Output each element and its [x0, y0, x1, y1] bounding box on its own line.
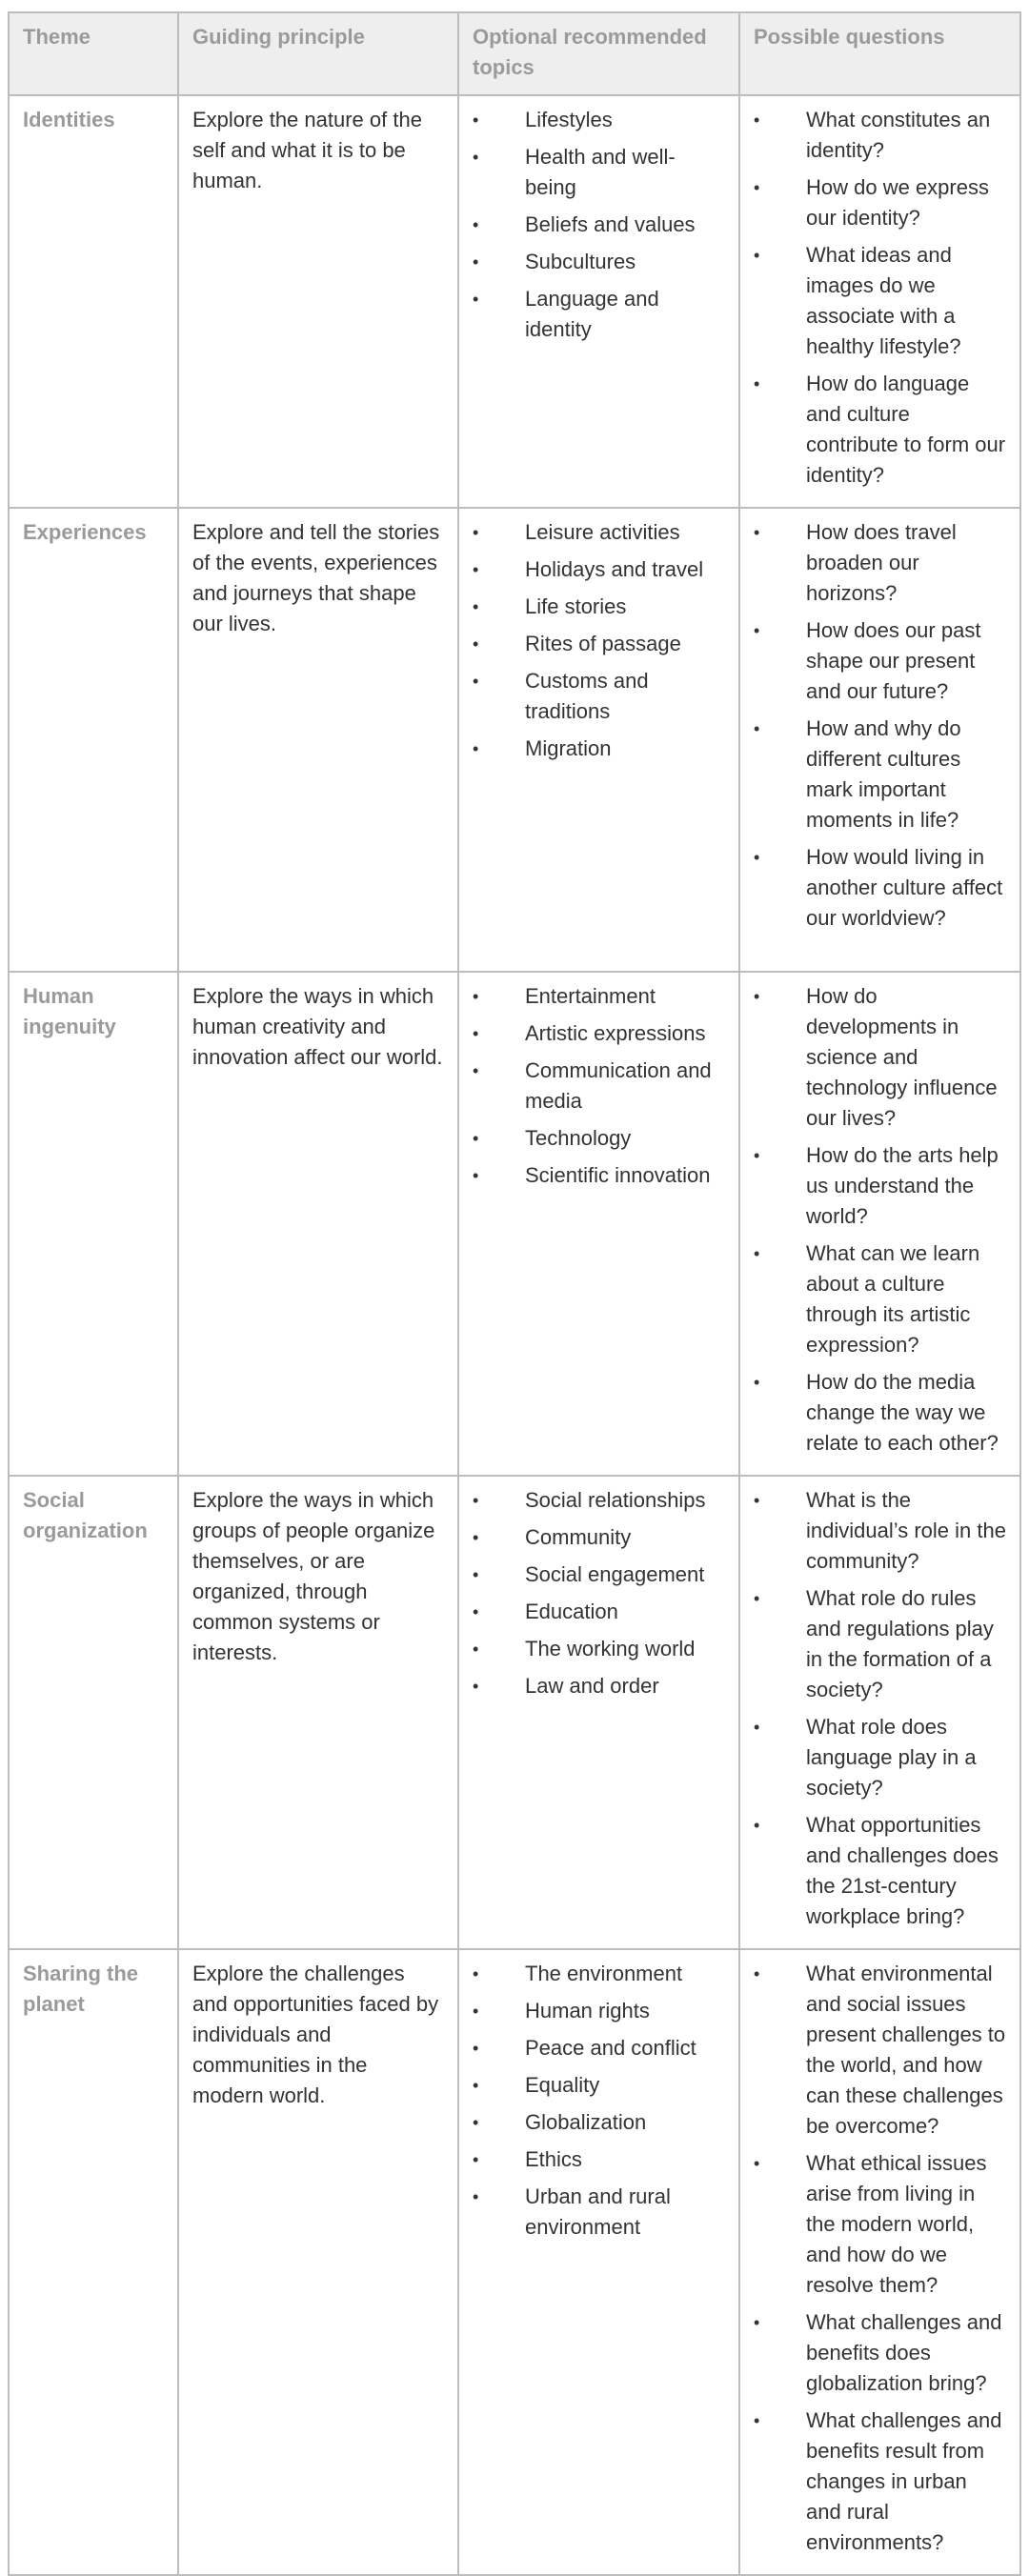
bullet-icon: • [473, 1528, 479, 1547]
topic-item-text: Human rights [525, 1999, 650, 2023]
topic-item [473, 142, 725, 203]
question-item-text: How do the arts help us understand the world? [806, 1143, 999, 1228]
bullet-icon: • [473, 252, 479, 272]
bullet-icon: • [754, 2313, 760, 2332]
topic-item-text: Subcultures [525, 250, 636, 273]
bullet-icon: • [473, 148, 479, 167]
questions-cell-list [754, 105, 1006, 491]
topic-item [473, 2182, 725, 2243]
bullet-icon: • [473, 2002, 479, 2021]
bullet-icon: • [473, 1491, 479, 1510]
question-item [754, 1485, 1006, 1577]
question-item [754, 1367, 1006, 1459]
bullet-icon: • [473, 987, 479, 1006]
bullet-icon: • [473, 1166, 479, 1185]
questions-cell-list [754, 1485, 1006, 1932]
question-item [754, 1583, 1006, 1705]
topic-item-text: Ethics [525, 2147, 582, 2171]
topic-item [473, 981, 725, 1012]
question-item-text: What is the individual’s role in the community? [806, 1488, 1006, 1573]
topic-item [473, 2144, 725, 2175]
header-guiding-principle: Guiding principle [178, 12, 458, 95]
question-item-text: How do language and culture contribute to form our identity? [806, 372, 1006, 487]
bullet-icon: • [754, 1816, 760, 1835]
bullet-icon: • [473, 111, 479, 130]
topic-item [473, 1634, 725, 1664]
topic-item [473, 629, 725, 659]
bullet-icon: • [754, 374, 760, 393]
guiding-principle-cell: Explore the nature of the self and what it is to be human. [178, 95, 458, 508]
bullet-icon: • [754, 621, 760, 640]
table-row [9, 508, 1020, 972]
topic-item-text: Customs and traditions [525, 669, 649, 723]
bullet-icon: • [754, 523, 760, 542]
bullet-icon: • [754, 1146, 760, 1165]
bullet-icon: • [754, 178, 760, 197]
topics-cell-list [473, 1959, 725, 2243]
question-item-text: What environmental and social issues present challenges to the world, and how can these challenges be overcome? [806, 1962, 1006, 2138]
questions-cell [739, 508, 1020, 972]
topic-item-text: Scientific innovation [525, 1163, 711, 1187]
guiding-principle-cell: Explore the ways in which groups of people organize themselves, or are organized, through common systems or interests. [178, 1476, 458, 1949]
theme-cell: Experiences [9, 508, 178, 972]
bullet-icon: • [473, 1640, 479, 1659]
question-item-text: What ethical issues arise from living in the modern world, and how do we resolve them? [806, 2151, 987, 2297]
topic-item [473, 1485, 725, 1516]
bullet-icon: • [754, 1589, 760, 1608]
topic-item [473, 1959, 725, 1989]
question-item-text: How do the media change the way we relate to each other? [806, 1370, 999, 1455]
bullet-icon: • [473, 523, 479, 542]
question-item-text: What ideas and images do we associate with a healthy lifestyle? [806, 243, 961, 358]
table-row [9, 1476, 1020, 1949]
topic-item-text: Life stories [525, 594, 627, 618]
topic-item-text: Holidays and travel [525, 557, 704, 581]
bullet-icon: • [754, 111, 760, 130]
topics-cell [458, 1476, 739, 1949]
bullet-icon: • [473, 597, 479, 616]
bullet-icon: • [473, 1677, 479, 1696]
bullet-icon: • [473, 2113, 479, 2132]
bullet-icon: • [473, 634, 479, 654]
questions-cell [739, 972, 1020, 1476]
theme-cell: Social organization [9, 1476, 178, 1949]
bullet-icon: • [473, 1024, 479, 1043]
topic-item-text: Technology [525, 1126, 632, 1150]
topics-cell [458, 95, 739, 508]
questions-cell [739, 1476, 1020, 1949]
topic-item [473, 284, 725, 345]
topic-item [473, 2070, 725, 2101]
topic-item-text: Social relationships [525, 1488, 706, 1512]
question-item [754, 2307, 1006, 2399]
topic-item-text: Urban and rural environment [525, 2184, 671, 2239]
header-theme: Theme [9, 12, 178, 95]
theme-cell: Human ingenuity [9, 972, 178, 1476]
bullet-icon: • [473, 215, 479, 234]
question-item-text: What opportunities and challenges does the 21st-century workplace bring? [806, 1813, 999, 1928]
question-item-text: How does our past shape our present and our future? [806, 618, 981, 703]
question-item-text: How does travel broaden our horizons? [806, 520, 957, 605]
theme-cell: Identities [9, 95, 178, 508]
question-item [754, 842, 1006, 934]
question-item-text: What role does language play in a society? [806, 1715, 977, 1800]
topic-item-text: Entertainment [525, 984, 656, 1008]
guiding-principle-cell: Explore the challenges and opportunities faced by individuals and communities in the modern world. [178, 1949, 458, 2575]
bullet-icon: • [473, 1964, 479, 1983]
topic-item-text: Law and order [525, 1674, 659, 1698]
table-row [9, 972, 1020, 1476]
bullet-icon: • [754, 2411, 760, 2430]
bullet-icon: • [754, 1718, 760, 1737]
question-item-text: How would living in another culture affect our worldview? [806, 845, 1003, 930]
topics-cell-list [473, 1485, 725, 1701]
topic-item-text: Peace and conflict [525, 2036, 696, 2060]
topic-item-text: Artistic expressions [525, 1021, 706, 1045]
question-item [754, 1140, 1006, 1232]
table-row [9, 95, 1020, 508]
topic-item [473, 1597, 725, 1627]
question-item [754, 517, 1006, 609]
table-header [9, 12, 1020, 95]
questions-cell-list [754, 517, 1006, 934]
bullet-icon: • [473, 2039, 479, 2058]
topic-item [473, 666, 725, 727]
question-item [754, 2148, 1006, 2301]
topic-item-text: Language and identity [525, 287, 659, 341]
question-item [754, 1712, 1006, 1803]
questions-cell [739, 95, 1020, 508]
topic-item [473, 105, 725, 135]
topic-item [473, 734, 725, 764]
topic-item [473, 592, 725, 622]
theme-cell: Sharing the planet [9, 1949, 178, 2575]
bullet-icon: • [473, 672, 479, 691]
bullet-icon: • [473, 739, 479, 758]
questions-cell-list [754, 1959, 1006, 2558]
topic-item [473, 210, 725, 240]
bullet-icon: • [754, 2154, 760, 2173]
question-item [754, 105, 1006, 166]
bullet-icon: • [754, 1964, 760, 1983]
bullet-icon: • [473, 1061, 479, 1080]
header-optional-topics: Optional recommended topics [458, 12, 739, 95]
topics-cell [458, 972, 739, 1476]
topic-item-text: Social engagement [525, 1562, 705, 1586]
header-possible-questions: Possible questions [739, 12, 1020, 95]
topic-item-text: Migration [525, 736, 612, 760]
question-item-text: How and why do different cultures mark important moments in life? [806, 716, 961, 832]
bullet-icon: • [754, 987, 760, 1006]
topic-item [473, 1560, 725, 1590]
topic-item-text: Health and well-being [525, 145, 676, 199]
question-item [754, 1238, 1006, 1360]
question-item [754, 1959, 1006, 2142]
topic-item [473, 1123, 725, 1154]
topic-item [473, 1056, 725, 1117]
question-item [754, 615, 1006, 707]
bullet-icon: • [754, 848, 760, 867]
topic-item [473, 1160, 725, 1191]
topic-item-text: Community [525, 1525, 632, 1549]
guiding-principle-cell: Explore the ways in which human creativity and innovation affect our world. [178, 972, 458, 1476]
table-body [9, 95, 1020, 2575]
topic-item-text: Communication and media [525, 1058, 712, 1113]
topics-cell [458, 508, 739, 972]
question-item [754, 240, 1006, 362]
themes-table [8, 11, 1021, 2576]
topic-item [473, 1671, 725, 1701]
question-item-text: What challenges and benefits does globalization bring? [806, 2310, 1002, 2395]
question-item-text: What role do rules and regulations play in the formation of a society? [806, 1586, 994, 1701]
guiding-principle-cell: Explore and tell the stories of the events, experiences and journeys that shape our lives. [178, 508, 458, 972]
question-item-text: What constitutes an identity? [806, 108, 991, 162]
topic-item [473, 1522, 725, 1553]
topic-item-text: Beliefs and values [525, 212, 696, 236]
bullet-icon: • [473, 1565, 479, 1584]
question-item [754, 1810, 1006, 1932]
question-item [754, 981, 1006, 1134]
topic-item-text: Equality [525, 2073, 600, 2097]
topic-item [473, 1018, 725, 1049]
topic-item-text: Rites of passage [525, 632, 681, 655]
question-item-text: How do we express our identity? [806, 175, 989, 230]
questions-cell [739, 1949, 1020, 2575]
bullet-icon: • [473, 1602, 479, 1621]
bullet-icon: • [754, 246, 760, 265]
topic-item [473, 2107, 725, 2138]
question-item-text: What can we learn about a culture through its artistic expression? [806, 1241, 980, 1357]
topic-item-text: Globalization [525, 2110, 647, 2134]
question-item [754, 714, 1006, 835]
table-row [9, 1949, 1020, 2575]
topic-item-text: Lifestyles [525, 108, 613, 131]
bullet-icon: • [473, 1129, 479, 1148]
topic-item [473, 517, 725, 548]
topic-item [473, 2033, 725, 2063]
header-row [9, 12, 1020, 95]
topic-item [473, 1996, 725, 2026]
bullet-icon: • [473, 290, 479, 309]
topic-item [473, 554, 725, 585]
bullet-icon: • [754, 1373, 760, 1392]
topics-cell-list [473, 517, 725, 764]
question-item [754, 172, 1006, 233]
topic-item-text: Leisure activities [525, 520, 680, 544]
bullet-icon: • [754, 719, 760, 738]
topics-cell-list [473, 981, 725, 1191]
bullet-icon: • [754, 1491, 760, 1510]
bullet-icon: • [473, 2150, 479, 2169]
topic-item-text: Education [525, 1600, 618, 1623]
question-item-text: What challenges and benefits result from changes in urban and rural environments? [806, 2408, 1002, 2554]
question-item-text: How do developments in science and technology influence our lives? [806, 984, 998, 1130]
questions-cell-list [754, 981, 1006, 1459]
bullet-icon: • [754, 1244, 760, 1263]
bullet-icon: • [473, 2076, 479, 2095]
topics-cell-list [473, 105, 725, 345]
topic-item-text: The working world [525, 1637, 696, 1660]
question-item [754, 2405, 1006, 2558]
bullet-icon: • [473, 560, 479, 579]
bullet-icon: • [473, 2187, 479, 2206]
topic-item [473, 247, 725, 277]
topics-cell [458, 1949, 739, 2575]
question-item [754, 369, 1006, 491]
topic-item-text: The environment [525, 1962, 683, 1985]
